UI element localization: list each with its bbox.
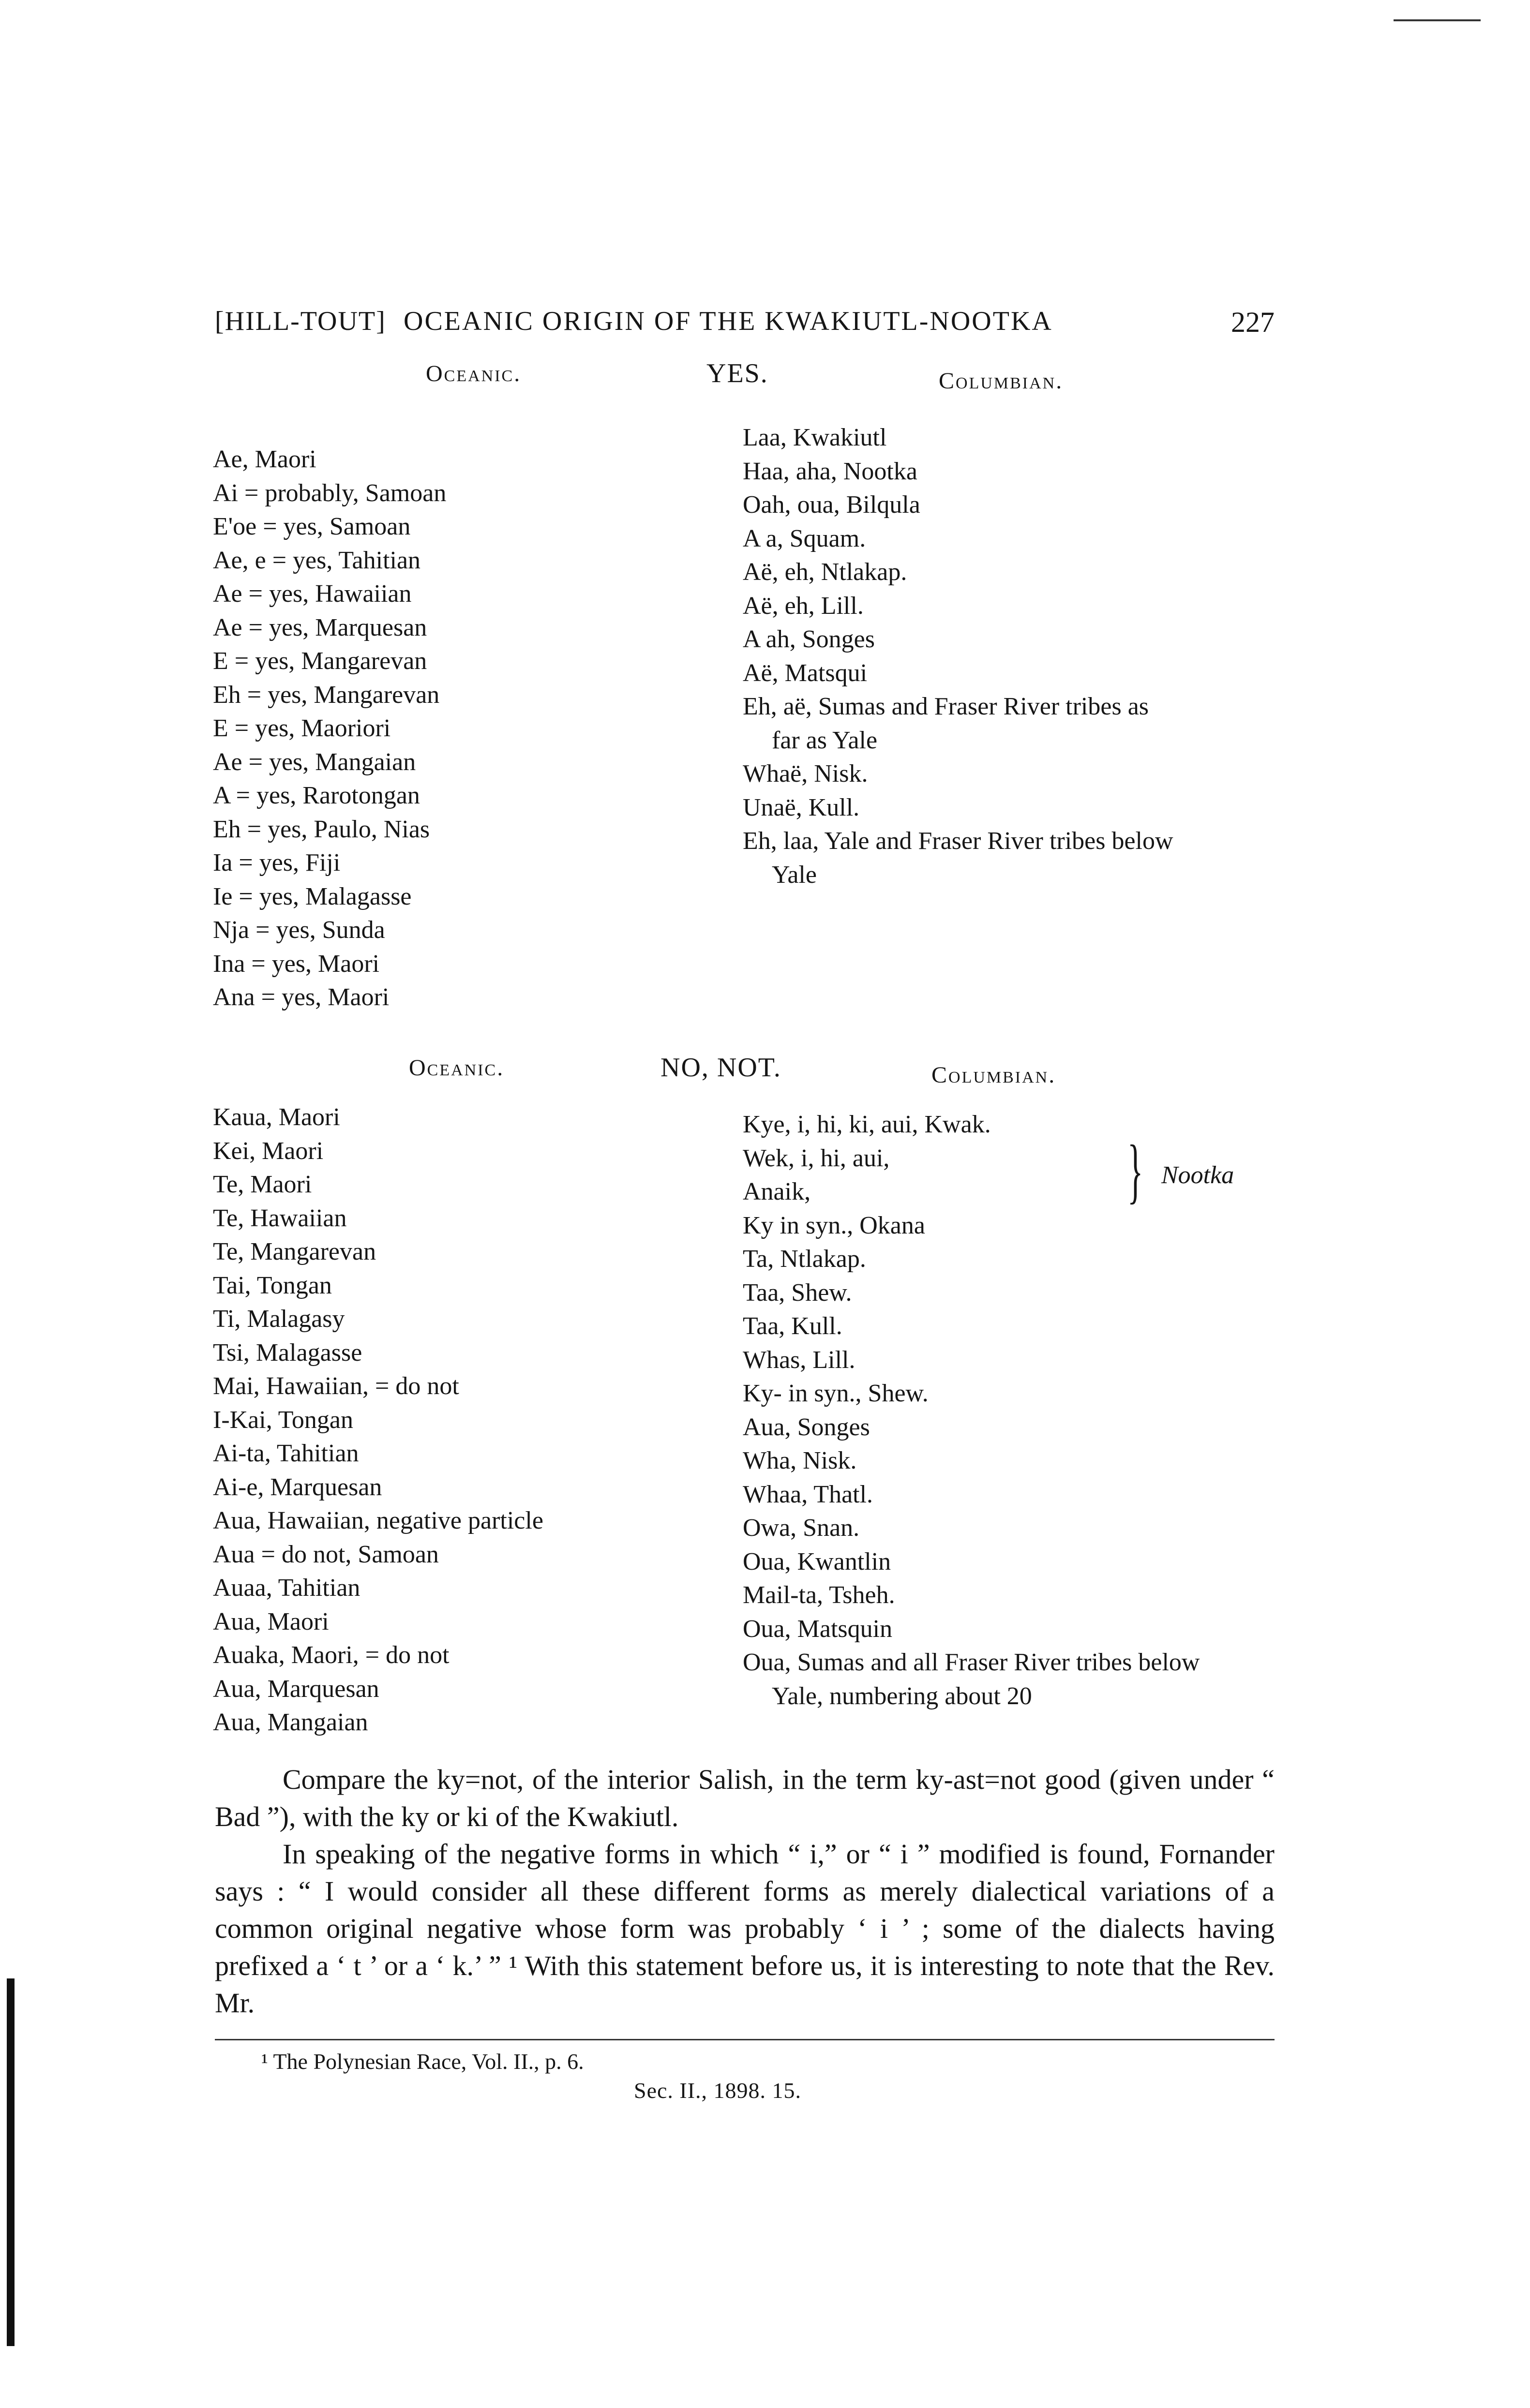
list-item: Ae = yes, Marquesan	[213, 613, 427, 641]
no-columbian-caption: Columbian.	[931, 1062, 1056, 1088]
list-item: Laa, Kwakiutl	[743, 424, 887, 451]
list-item: Aë, Matsqui	[743, 659, 868, 687]
list-item: Oua, Sumas and all Fraser River tribes below	[743, 1649, 1200, 1676]
list-item: Aua, Hawaiian, negative particle	[213, 1507, 543, 1534]
list-item: Ae = yes, Mangaian	[213, 748, 416, 776]
list-item: Aua, Maori	[213, 1607, 329, 1635]
list-item: Taa, Kull.	[743, 1312, 842, 1340]
list-item: Eh, aë, Sumas and Fraser River tribes as	[743, 693, 1149, 720]
signature-mark: Sec. II., 1898. 15.	[634, 2078, 802, 2103]
list-item: Auaka, Maori, = do not	[213, 1641, 450, 1669]
yes-oceanic-caption: Oceanic.	[426, 361, 522, 386]
list-item: Ai-ta, Tahitian	[213, 1440, 359, 1467]
list-item: Eh, laa, Yale and Fraser River tribes below	[743, 827, 1173, 855]
list-item: Aë, eh, Lill.	[743, 592, 864, 620]
list-item: Ina = yes, Maori	[213, 950, 380, 978]
list-item: Kye, i, hi, ki, aui, Kwak.	[743, 1111, 991, 1138]
list-item: Ia = yes, Fiji	[213, 849, 341, 877]
list-item: Kaua, Maori	[213, 1103, 340, 1131]
list-item: E = yes, Mangarevan	[213, 647, 427, 675]
list-item: Ae = yes, Hawaiian	[213, 580, 412, 608]
list-item: Aua, Mangaian	[213, 1709, 368, 1736]
list-item: Eh = yes, Paulo, Nias	[213, 815, 430, 843]
list-item: Mai, Hawaiian, = do not	[213, 1372, 459, 1400]
list-item: Yale, numbering about 20	[772, 1682, 1032, 1710]
margin-scan-bar	[7, 1978, 15, 2346]
list-item: Haa, aha, Nootka	[743, 457, 917, 485]
no-section-caption: NO, NOT.	[660, 1053, 781, 1083]
footnote: ¹ The Polynesian Race, Vol. II., p. 6.	[261, 2049, 584, 2074]
list-item: Kei, Maori	[213, 1137, 324, 1165]
running-header	[215, 306, 1275, 344]
body-text	[215, 1761, 1275, 2022]
yes-columbian-list	[743, 421, 1173, 892]
list-item: Ai-e, Marquesan	[213, 1473, 382, 1501]
list-item: Ky in syn., Okana	[743, 1211, 925, 1239]
page-title: OCEANIC ORIGIN OF THE KWAKIUTL-NOOTKA	[404, 306, 1053, 336]
brace-symbol: }	[1127, 1130, 1143, 1211]
list-item: Owa, Snan.	[743, 1514, 860, 1542]
list-item: Yale	[772, 861, 817, 889]
list-item: Taa, Shew.	[743, 1278, 852, 1307]
list-item: A ah, Songes	[743, 625, 875, 653]
list-item: E'oe = yes, Samoan	[213, 513, 411, 540]
list-item: E = yes, Maoriori	[213, 714, 391, 742]
yes-section-caption: YES.	[706, 358, 768, 388]
list-item: A = yes, Rarotongan	[213, 782, 420, 809]
list-item: Te, Maori	[213, 1171, 312, 1198]
list-item: Oua, Matsquin	[743, 1615, 893, 1643]
list-item: far as Yale	[772, 726, 878, 754]
list-item: Nja = yes, Sunda	[213, 916, 385, 944]
yes-oceanic-list	[213, 443, 446, 1014]
no-oceanic-caption: Oceanic.	[409, 1055, 505, 1081]
list-item: Ae, e = yes, Tahitian	[213, 546, 421, 574]
top-edge-mark	[1394, 19, 1481, 21]
list-item: Whaa, Thatl.	[743, 1480, 873, 1508]
list-item: Eh = yes, Mangarevan	[213, 681, 440, 709]
list-item: Tai, Tongan	[213, 1271, 332, 1299]
paragraph-2: In speaking of the negative forms in which “ i,” or “ i ” modified is found, Fornander says : “ I would consider all these different forms as merely dialectical variations of a common original negative whose form was probably ‘ i ’ ; some of the dialects having prefixed a ‘ t ’ or a ‘ k.’ ” ¹ With this statement before us, it is interesting to note that the Rev. Mr.	[215, 1838, 1275, 2019]
list-item: Whas, Lill.	[743, 1346, 855, 1374]
list-item: Ana = yes, Maori	[213, 983, 390, 1011]
list-item: Wek, i, hi, aui,	[743, 1144, 890, 1172]
list-item: A a, Squam.	[743, 524, 866, 552]
list-item: Ta, Ntlakap.	[743, 1245, 866, 1273]
list-item: Aua, Marquesan	[213, 1675, 379, 1703]
list-item: Aë, eh, Ntlakap.	[743, 558, 907, 586]
list-item: Oah, oua, Bilqula	[743, 491, 920, 519]
running-header-author: [HILL-TOUT]	[215, 306, 386, 336]
list-item: Te, Mangarevan	[213, 1238, 376, 1265]
list-item: Ky- in syn., Shew.	[743, 1380, 929, 1407]
list-item: Auaa, Tahitian	[213, 1574, 360, 1602]
list-item: Ti, Malagasy	[213, 1305, 345, 1333]
no-oceanic-list	[213, 1100, 543, 1739]
list-item: Tsi, Malagasse	[213, 1338, 362, 1367]
list-item: Wha, Nisk.	[743, 1447, 857, 1474]
list-item: Aua = do not, Samoan	[213, 1540, 439, 1568]
list-item: Mail-ta, Tsheh.	[743, 1581, 895, 1609]
list-item: Unaë, Kull.	[743, 793, 860, 821]
list-item: Anaik,	[743, 1178, 811, 1205]
list-item: Te, Hawaiian	[213, 1204, 347, 1232]
paragraph-1: Compare the ky=not, of the interior Salish, in the term ky-ast=not good (given under “ Bad ”), with the ky or ki of the Kwakiutl.	[215, 1764, 1275, 1832]
list-item: I-Kai, Tongan	[213, 1406, 353, 1434]
list-item: Ai = probably, Samoan	[213, 479, 447, 507]
list-item: Ie = yes, Malagasse	[213, 882, 412, 910]
brace-label: Nootka	[1161, 1161, 1234, 1189]
footnote-rule	[215, 2039, 1275, 2040]
list-item: Oua, Kwantlin	[743, 1547, 891, 1576]
list-item: Whaë, Nisk.	[743, 760, 868, 788]
list-item: Ae, Maori	[213, 446, 316, 473]
list-item: Aua, Songes	[743, 1413, 870, 1441]
yes-columbian-caption: Columbian.	[939, 368, 1064, 394]
page-number: 227	[1231, 306, 1275, 338]
